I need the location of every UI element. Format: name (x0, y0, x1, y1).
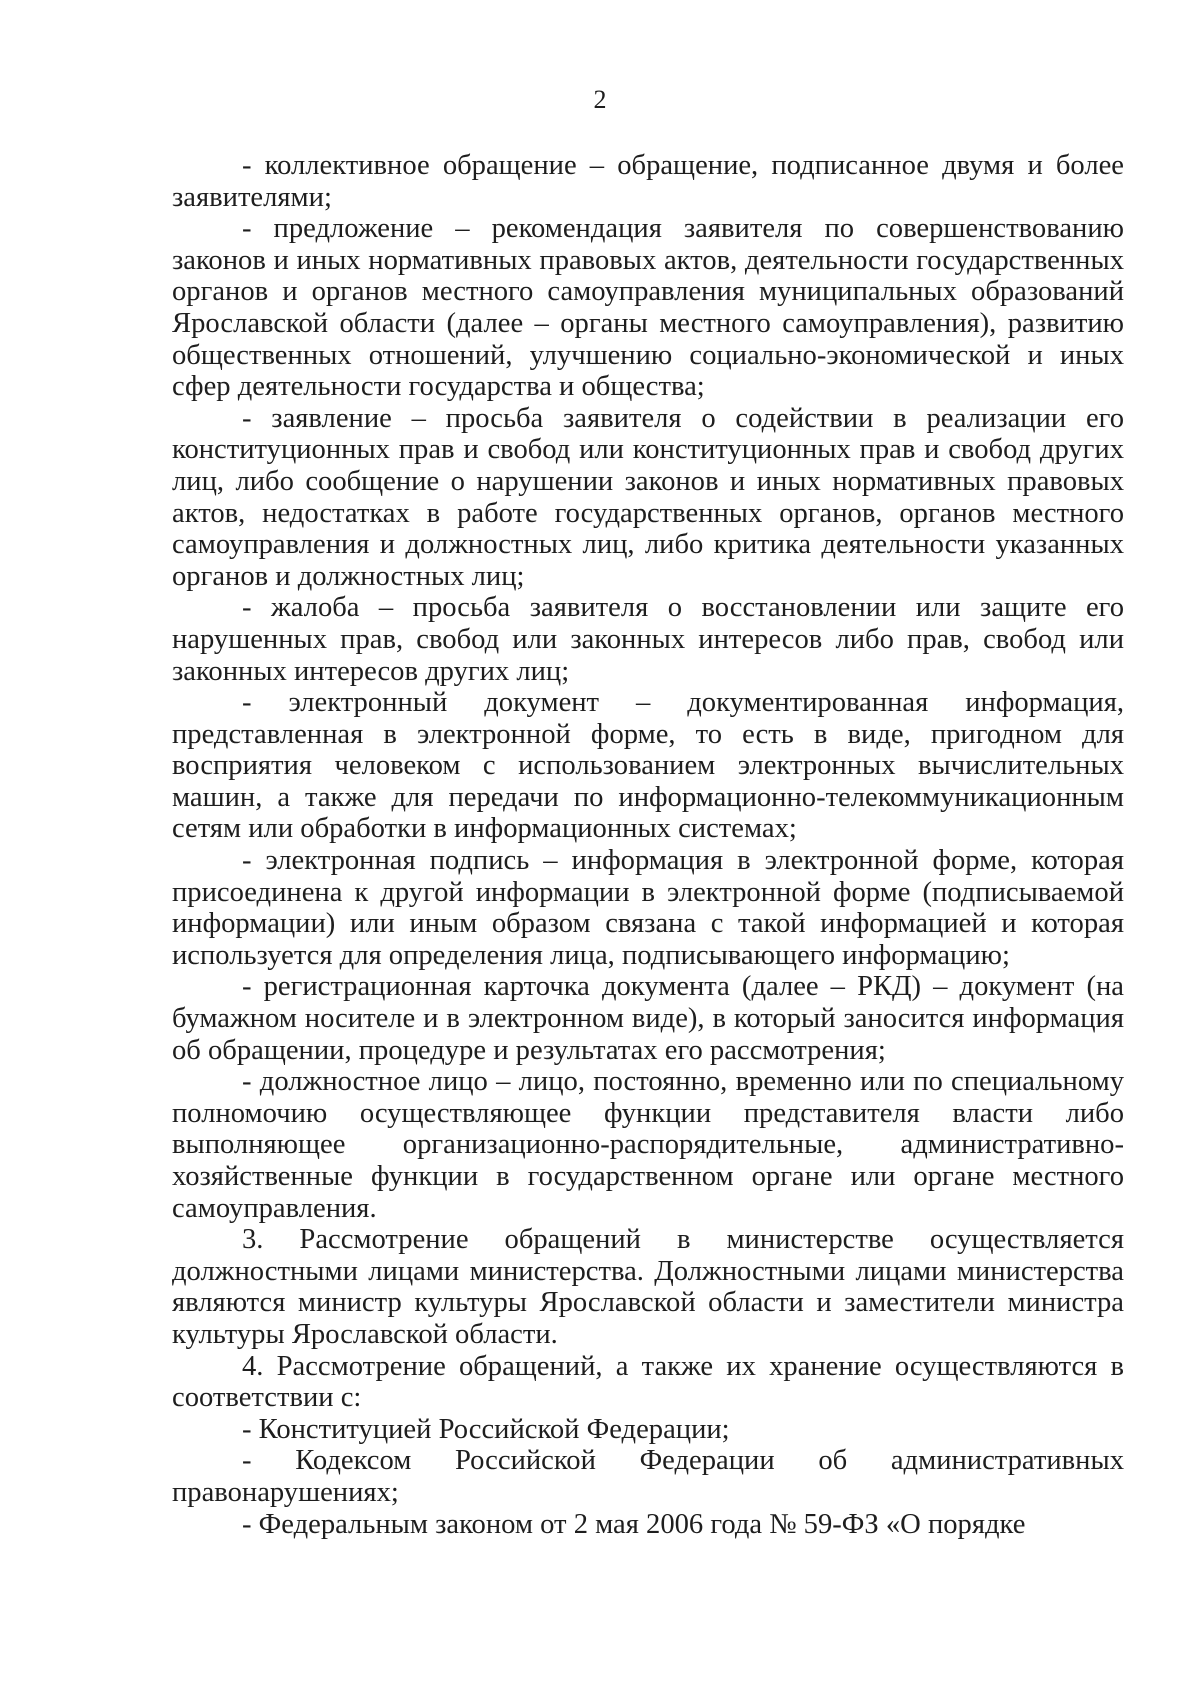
paragraph-electronic-signature: - электронная подпись – информация в электронной форме, которая присоединена к другой информации в электронной форме (подписываемой информации) или иным образом связана с такой информацией и которая используется для определения лица, подписывающего информацию; (172, 845, 1124, 971)
paragraph-section-4: 4. Рассмотрение обращений, а также их хранение осуществляются в соответствии с: (172, 1350, 1124, 1414)
paragraph-electronic-document: - электронный документ – документированная информация, представленная в электронной форме, то есть в виде, пригодном для восприятия человеком с использованием электронных вычислительных машин, а также для передачи по информационно-телекоммуникационным сетям или обработки в информационных системах; (172, 687, 1124, 845)
paragraph-statement: - заявление – просьба заявителя о содействии в реализации его конституционных прав и свобод или конституционных прав и свобод других лиц, либо сообщение о нарушении законов и иных нормативных правовых актов, недостатках в работе государственных органов, органов местного самоуправления и должностных лиц, либо критика деятельности указанных органов и должностных лиц; (172, 402, 1124, 592)
paragraph-federal-law: - Федеральным законом от 2 мая 2006 года № 59-ФЗ «О порядке (242, 1508, 1026, 1540)
document-body (172, 150, 1124, 1540)
paragraph-registration-card: - регистрационная карточка документа (далее – РКД) – документ (на бумажном носителе и в электронном виде), в который заносится информация об обращении, процедуре и результатах его рассмотрения; (172, 971, 1124, 1066)
paragraph-constitution: - Конституцией Российской Федерации; (242, 1413, 730, 1445)
paragraph-official: - должностное лицо – лицо, постоянно, временно или по специальному полномочию осуществляющее функции представителя власти либо выполняющее организационно-распорядительные, административно-хозяйственные функции в государственном органе или органе местного самоуправления. (172, 1066, 1124, 1224)
paragraph-collective-appeal: - коллективное обращение – обращение, подписанное двумя и более заявителями; (172, 150, 1124, 213)
page-number: 2 (593, 85, 607, 114)
paragraph-section-3: 3. Рассмотрение обращений в министерстве осуществляется должностными лицами министерства. Должностными лицами министерства являются министр культуры Ярославской области и заместители министра культуры Ярославской области. (172, 1224, 1124, 1350)
paragraph-proposal: - предложение – рекомендация заявителя по совершенствованию законов и иных нормативных правовых актов, деятельности государственных органов и органов местного самоуправления муниципальных образований Ярославской области (далее – органы местного самоуправления), развитию общественных отношений, улучшению социально-экономической и иных сфер деятельности государства и общества; (172, 213, 1124, 403)
paragraph-code-admin-offences: - Кодексом Российской Федерации об административных правонарушениях; (172, 1445, 1124, 1508)
paragraph-complaint: - жалоба – просьба заявителя о восстановлении или защите его нарушенных прав, свобод или законных интересов либо прав, свобод или законных интересов других лиц; (172, 592, 1124, 687)
